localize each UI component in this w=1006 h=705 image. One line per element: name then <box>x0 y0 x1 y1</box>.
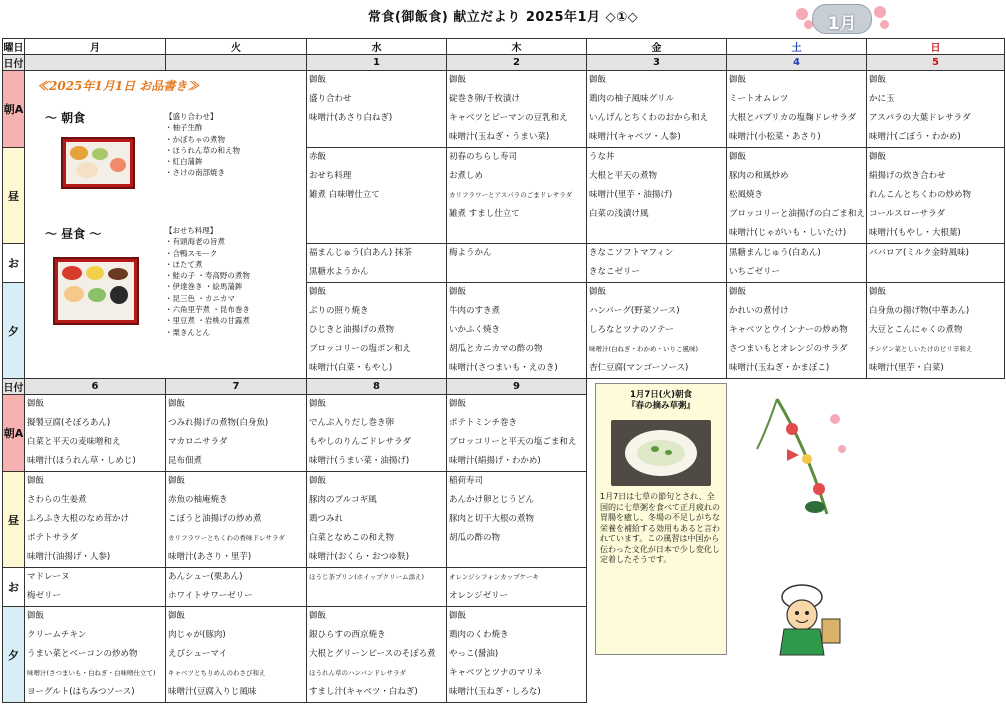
menu-cell <box>166 607 307 703</box>
menu-cell <box>307 607 447 703</box>
menu-item: 御飯 <box>729 152 747 162</box>
menu-item: 黒糖水ようかん <box>309 267 369 277</box>
date-cell <box>25 55 166 71</box>
flower-icon <box>880 20 889 29</box>
weekday-header-label: 曜日 <box>3 39 25 55</box>
menu-item: 御飯 <box>168 476 186 486</box>
menu-item: 肉じゃが(豚肉) <box>168 630 226 640</box>
menu-cell <box>447 148 587 244</box>
menu-item: でんぷ入りだし巻き卵 <box>309 418 395 428</box>
lunch-heading: ～ 昼食 ～ <box>45 227 102 241</box>
weekday-mon: 月 <box>25 39 166 55</box>
menu-item: 大根とパプリカの塩麹ドレサラダ <box>729 113 856 123</box>
page-title: 常食(御飯食) 献立だより 2025年1月 ◇①◇ <box>367 10 639 25</box>
menu-item: 味噌汁(小松菜・あさり) <box>729 132 821 142</box>
menu-item: 胡瓜の酢の物 <box>449 533 501 543</box>
weekday-sun: 日 <box>867 39 1005 55</box>
special-event-title <box>596 390 726 412</box>
menu-item: 御飯 <box>589 75 607 85</box>
chef-character-icon <box>762 579 852 659</box>
menu-item: 1月7日(火)朝食 <box>629 390 693 400</box>
menu-item: 味噌汁(玉ねぎ・かまぼこ) <box>729 363 830 373</box>
menu-item: 黒糖まんじゅう(白あん) <box>729 248 821 258</box>
special-event-box <box>595 383 727 655</box>
lunch-item: 【おせち料理】 <box>165 226 218 235</box>
menu-item: ほうじ茶プリン(ホイップクリーム添え) <box>309 573 424 581</box>
menu-item: 稲荷寿司 <box>449 476 484 486</box>
menu-item: 御飯 <box>168 399 186 409</box>
menu-item: おせち料理 <box>309 171 352 181</box>
menu-item: あんかけ卵とじうどん <box>449 495 535 505</box>
date-cell: 3 <box>587 55 727 71</box>
menu-item: 御飯 <box>309 75 327 85</box>
menu-item: しろなとツナのソテー <box>589 325 674 335</box>
menu-item: 初春のちらし寿司 <box>449 152 518 162</box>
menu-item: やっこ(醤油) <box>449 649 499 659</box>
menu-item: ブロッコリーと平天の塩ごま和え <box>449 437 577 447</box>
menu-item: 味噌汁(玉ねぎ・うまい菜) <box>449 132 550 142</box>
menu-item: 味噌汁(里芋・油揚げ) <box>589 190 673 200</box>
menu-item: 味噌汁(玉ねぎ・しろな) <box>449 687 541 697</box>
menu-item: 盛り合わせ <box>309 94 352 104</box>
new-year-title: ≪2025年1月1日 お品書き≫ <box>37 79 200 93</box>
menu-item: 大根とグリーンピースのそぼろ煮 <box>309 649 436 659</box>
menu-cell <box>307 568 447 607</box>
menu-item: 大豆とこんにゃくの煮物 <box>869 325 963 335</box>
menu-item: あんシュー(栗あん) <box>168 572 243 582</box>
date-cell: 6 <box>25 379 166 395</box>
menu-item: いちごゼリー <box>729 267 781 277</box>
menu-item: キャベツとウインナーの炒め物 <box>729 325 848 335</box>
menu-cell <box>25 607 166 703</box>
menu-item: マカロニサラダ <box>168 437 228 447</box>
breakfast-item: ・ほうれん草の和え物 <box>165 145 240 155</box>
menu-cell <box>447 607 587 703</box>
menu-cell <box>587 283 727 379</box>
menu-item: 味噌汁(油揚げ・人参) <box>27 552 111 562</box>
menu-item: ババロア(ミルク金時風味) <box>869 248 969 258</box>
menu-item: ブロッコリーの塩ポン和え <box>309 344 411 354</box>
menu-item: 白菜の浅漬け風 <box>589 209 649 219</box>
menu-item: ホワイトサワーゼリー <box>168 591 253 601</box>
lunch-item-list <box>165 225 250 338</box>
menu-cell <box>166 395 307 472</box>
menu-item: 赤魚の柚庵焼き <box>168 495 228 505</box>
menu-item: ミートオムレツ <box>729 94 789 104</box>
menu-item: 白菜となめこの和え物 <box>309 533 395 543</box>
menu-item: 御飯 <box>449 75 467 85</box>
menu-item: 鶏肉の柚子風味グリル <box>589 94 675 104</box>
menu-item: 豚肉の和風炒め <box>729 171 789 181</box>
menu-item: ふろふき大根のなめ茸かけ <box>27 514 130 524</box>
menu-cell <box>25 568 166 607</box>
menu-item: 梅ようかん <box>449 248 492 258</box>
menu-item: 味噌汁(キャベツ・人参) <box>589 132 681 142</box>
lunch-item: ・六角里芋煮 ・昆布巻き <box>165 305 250 315</box>
bamboo-ornament-icon <box>747 389 857 519</box>
menu-item: 鶏肉のくわ焼き <box>449 630 509 640</box>
date-label: 日付 <box>3 55 25 71</box>
menu-cell <box>307 395 447 472</box>
menu-item: 御飯 <box>449 287 467 297</box>
menu-cell <box>307 472 447 568</box>
menu-item: お煮しめ <box>449 171 484 181</box>
menu-item: 御飯 <box>729 75 747 85</box>
lunch-item: ・有頭海老の旨煮 <box>165 237 225 247</box>
menu-table <box>2 38 1005 703</box>
menu-cell <box>447 472 587 568</box>
menu-item: 味噌汁(ほうれん草・しめじ) <box>27 456 136 466</box>
menu-item: マドレーヌ <box>27 572 70 582</box>
menu-cell <box>447 283 587 379</box>
nanakusa-gayu-image <box>611 420 711 486</box>
menu-item: かに玉 <box>869 94 895 104</box>
menu-item: 御飯 <box>27 399 45 409</box>
breakfast-box-image <box>61 137 135 189</box>
menu-cell <box>447 71 587 148</box>
menu-item: ブロッコリーと油揚げの白ごま和え <box>729 209 865 219</box>
menu-item: 味噌汁(豆腐入りじ風味 <box>168 687 257 697</box>
menu-item: 味噌汁(おくら・おつゆ麩) <box>309 552 410 562</box>
menu-cell <box>587 71 727 148</box>
row-label-snack: お <box>3 244 25 283</box>
menu-item: きなこソフトマフィン <box>589 248 674 258</box>
menu-item: 御飯 <box>309 287 327 297</box>
menu-item: 御飯 <box>449 399 467 409</box>
menu-item: 御飯 <box>27 611 45 621</box>
lunch-item: ・里豆煮 ・岩桃の甘露煮 <box>165 316 250 326</box>
menu-item: かれいの煮付け <box>729 306 789 316</box>
menu-item: キャベツとちりめんのわさび和え <box>168 669 266 677</box>
menu-item: 味噌汁(絹揚げ・わかめ) <box>449 456 541 466</box>
menu-item: 味噌汁(あさり白ねぎ) <box>309 113 393 123</box>
menu-cell <box>25 395 166 472</box>
row-label-lunch: 昼 <box>3 472 25 568</box>
row-label-breakfast: 朝A <box>3 395 25 472</box>
menu-cell <box>166 568 307 607</box>
date-cell: 4 <box>727 55 867 71</box>
menu-item: チンゲン菜としいたけのピリ辛和え <box>869 345 973 353</box>
menu-item: 味噌汁(ごぼう・わかめ) <box>869 132 961 142</box>
row-label-dinner: 夕 <box>3 607 25 703</box>
lunch-item: ・鮭の子 ・寿高野の煮物 <box>165 271 250 281</box>
breakfast-item: ・さけの南部焼き <box>165 168 225 178</box>
menu-item: 味噌汁(うまい菜・油揚げ) <box>309 456 410 466</box>
menu-cell <box>307 71 447 148</box>
menu-cell <box>25 472 166 568</box>
row-label-breakfast: 朝A <box>3 71 25 148</box>
menu-item: えびシューマイ <box>168 649 228 659</box>
flower-icon <box>796 8 808 20</box>
menu-item: もやしのりんごドレサラダ <box>309 437 411 447</box>
date-cell: 8 <box>307 379 447 395</box>
menu-item: 碇巻き卵/千枚漬け <box>449 94 520 104</box>
menu-item: キャベツとツナのマリネ <box>449 668 543 678</box>
menu-item: カリフラワーとアスパラのごまドレサラダ <box>449 191 573 199</box>
menu-item: 御飯 <box>27 476 45 486</box>
breakfast-heading: ～ 朝食 <box>45 111 86 125</box>
month-badge <box>790 2 890 34</box>
menu-item: 雑煮 すまし仕立て <box>449 209 520 219</box>
menu-item: ぶりの照り焼き <box>309 306 369 316</box>
date-cell <box>166 55 307 71</box>
moon-icon <box>812 4 872 34</box>
menu-item: 御飯 <box>589 287 607 297</box>
menu-item: 胡瓜とカニカマの酢の物 <box>449 344 543 354</box>
weekday-thu: 木 <box>447 39 587 55</box>
row-label-dinner: 夕 <box>3 283 25 379</box>
row-label-snack: お <box>3 568 25 607</box>
menu-item: 雑煮 白味噌仕立て <box>309 190 380 200</box>
menu-item: 杏仁豆腐(マンゴーソース) <box>589 363 689 373</box>
menu-item: ほうれん草のハンバンドレサラダ <box>309 669 406 677</box>
menu-cell <box>867 71 1005 148</box>
date-cell: 2 <box>447 55 587 71</box>
menu-item: 梅ゼリー <box>27 591 62 601</box>
menu-item: 大根と平天の煮物 <box>589 171 658 181</box>
menu-item: 松風焼き <box>729 190 764 200</box>
menu-item: 『春の摘み草粥』 <box>626 401 695 411</box>
menu-item: カリフラワーとちくわの香味ドレサラダ <box>168 534 285 542</box>
menu-item: ポテトミンチ巻き <box>449 418 518 428</box>
menu-item: 味噌汁(里芋・白菜) <box>869 363 944 373</box>
menu-item: ハンバーグ(野菜ソース) <box>589 306 680 316</box>
menu-item: 御飯 <box>449 611 467 621</box>
special-event-text: 1月7日は七草の節句とされ、全国的に七草粥を食べて正月疲れの胃腸を癒し、冬場の不足しがちな栄養を補給する効用もあると言われています。この風習は中国から伝わった文化が日本で少し変化し定着したそうです。 <box>600 492 720 564</box>
menu-item: 御飯 <box>869 287 887 297</box>
menu-item: 御飯 <box>729 287 747 297</box>
lunch-item: ・合鴨スモーク <box>165 248 218 258</box>
menu-item: 白菜と平天の麦味噌和え <box>27 437 121 447</box>
menu-cell <box>727 148 867 244</box>
menu-item: アスパラの大葉ドレサラダ <box>869 113 971 123</box>
weekday-tue: 火 <box>166 39 307 55</box>
month-label: 1月 <box>827 14 857 34</box>
weekday-fri: 金 <box>587 39 727 55</box>
menu-item: れんこんとちくわの炒め物 <box>869 190 972 200</box>
menu-item: 鶏つみれ <box>309 514 344 524</box>
menu-item: うな丼 <box>589 152 615 162</box>
menu-item: こぼうと油揚げの炒め煮 <box>168 514 262 524</box>
menu-item: ポテトサラダ <box>27 533 78 543</box>
menu-item: ヨーグルト(はちみつソース) <box>27 687 135 697</box>
menu-item: 福まんじゅう(白あん) 抹茶 <box>309 248 412 258</box>
menu-item: 豚肉と切干大根の煮物 <box>449 514 535 524</box>
menu-item: 御飯 <box>309 399 327 409</box>
menu-cell <box>867 283 1005 379</box>
menu-item: クリームチキン <box>27 630 87 640</box>
menu-item: 豚肉のプルコギ風 <box>309 495 377 505</box>
menu-item: 絹揚げの炊き合わせ <box>869 171 946 181</box>
menu-cell <box>727 244 867 283</box>
breakfast-item: ・柚子生酢 <box>165 123 203 133</box>
menu-item: さつまいもとオレンジのサラダ <box>729 344 848 354</box>
row-label-lunch: 昼 <box>3 148 25 244</box>
breakfast-item: ・かぼちゃの煮物 <box>165 134 225 144</box>
menu-cell <box>447 395 587 472</box>
menu-item: 銀ひらすの西京焼き <box>309 630 386 640</box>
menu-item: 御飯 <box>309 611 327 621</box>
menu-item: 御飯 <box>869 75 887 85</box>
menu-item: オレンジシフォンカップケーキ <box>449 573 539 581</box>
menu-item: 味噌汁(さつまいも・えのき) <box>449 363 558 373</box>
menu-item: 味噌汁(あさり・里芋) <box>168 552 252 562</box>
menu-item: 味噌汁(じゃがいも・しいたけ) <box>729 228 847 238</box>
menu-cell <box>587 244 727 283</box>
menu-item: ひじきと油揚げの煮物 <box>309 325 395 335</box>
menu-item: つみれ揚げの煮物(白身魚) <box>168 418 269 428</box>
menu-cell <box>727 71 867 148</box>
menu-item: オレンジゼリー <box>449 591 509 601</box>
menu-item: 御飯 <box>168 611 186 621</box>
menu-item: キャベツとピーマンの豆乳和え <box>449 113 568 123</box>
menu-item: コールスローサラダ <box>869 209 945 219</box>
menu-cell <box>166 472 307 568</box>
menu-item: 牛肉のすき煮 <box>449 306 501 316</box>
menu-cell <box>307 148 447 244</box>
menu-item: きなこゼリー <box>589 267 641 277</box>
date-cell: 5 <box>867 55 1005 71</box>
breakfast-item: ・紅白蒲鉾 <box>165 157 203 167</box>
menu-cell <box>307 283 447 379</box>
menu-item: 白身魚の揚げ物(中華あん) <box>869 306 970 316</box>
date-cell: 9 <box>447 379 587 395</box>
date-cell: 1 <box>307 55 447 71</box>
menu-item: さわらの生姜煮 <box>27 495 87 505</box>
breakfast-item-list <box>165 111 240 179</box>
special-area <box>587 379 1005 703</box>
menu-cell <box>867 148 1005 244</box>
menu-item: 味噌汁(白ねぎ・わかめ・いりこ風味) <box>589 345 699 353</box>
menu-item: いんげんとちくわのおから和え <box>589 113 709 123</box>
menu-item: いかふく焼き <box>449 325 501 335</box>
menu-cell <box>727 283 867 379</box>
menu-item: 味噌汁(白菜・もやし) <box>309 363 393 373</box>
date-label: 日付 <box>3 379 25 395</box>
lunch-item: ・昆三色 ・カニカマ <box>165 293 235 303</box>
lunch-item: ・ほたて煮 <box>165 259 203 269</box>
menu-cell <box>307 244 447 283</box>
menu-item: 御飯 <box>869 152 887 162</box>
date-cell: 7 <box>166 379 307 395</box>
menu-item: 昆布佃煮 <box>168 456 203 466</box>
menu-cell <box>587 148 727 244</box>
menu-item: 赤飯 <box>309 152 327 162</box>
menu-item: うまい菜とベーコンの炒め物 <box>27 649 138 659</box>
lunch-item: ・栗きんとん <box>165 327 210 337</box>
menu-item: 味噌汁(さつまいも・白ねぎ・白味噌仕立て) <box>27 669 156 677</box>
breakfast-item: 【盛り合わせ】 <box>165 112 218 121</box>
menu-cell <box>447 244 587 283</box>
menu-item: すまし汁(キャベツ・白ねぎ) <box>309 687 418 697</box>
menu-cell <box>867 244 1005 283</box>
new-year-menu <box>25 71 307 379</box>
lunch-item: ・伊達巻き ・絵馬蒲鉾 <box>165 282 243 292</box>
menu-item: 擬製豆腐(そぼろあん) <box>27 418 111 428</box>
menu-item: 御飯 <box>309 476 327 486</box>
flower-icon <box>874 6 886 18</box>
menu-cell <box>447 568 587 607</box>
weekday-sat: 土 <box>727 39 867 55</box>
weekday-wed: 水 <box>307 39 447 55</box>
osechi-box-image <box>53 257 139 325</box>
menu-item: 味噌汁(もやし・大根葉) <box>869 228 961 238</box>
